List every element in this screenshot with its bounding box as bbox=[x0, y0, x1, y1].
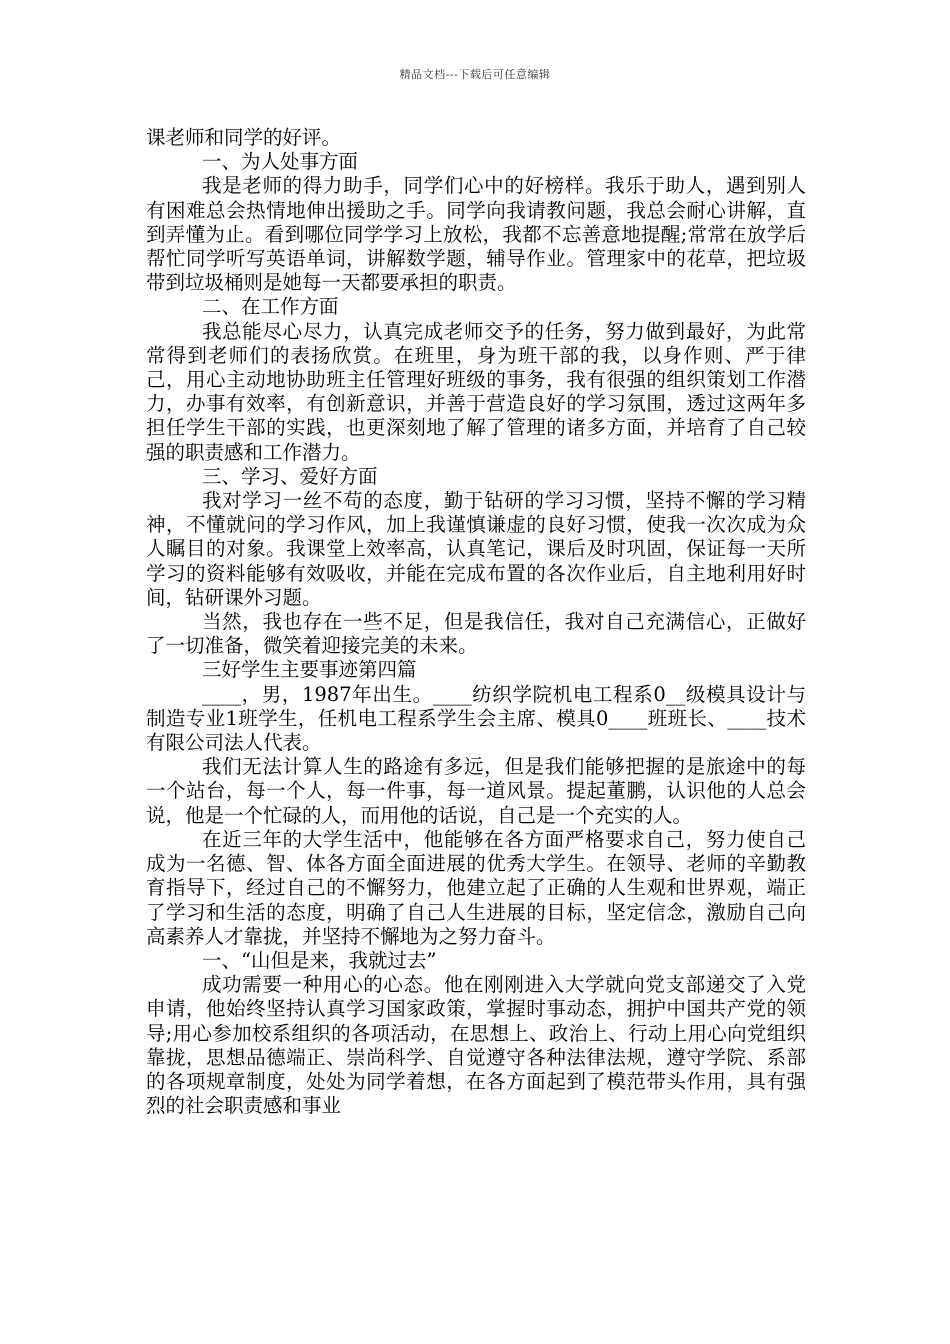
section-heading-3: 三、学习、爱好方面 bbox=[202, 464, 378, 488]
paragraph-2: 我是老师的得力助手，同学们心中的好榜样。我乐于助人，遇到别人有困难总会热情地伸出援助之手。同学向我请教问题，我总会耐心讲解，直到弄懂为止。看到哪位同学学习上放松，我都不忘善意地提醒;常常在放学后帮忙同学听写英语单词，讲解数学题，辅导作业。管理家中的花草，把垃圾带到垃圾桶则是她每一天都要承担的职责。 bbox=[146, 174, 806, 295]
section-heading-4: 一、“山但是来，我就过去” bbox=[202, 948, 437, 972]
paragraph-4: 我对学习一丝不苟的态度，勤于钻研的学习习惯，坚持不懈的学习精神，不懂就问的学习作风，加上我谨慎谦虚的良好习惯，使我一次次成为众人瞩目的对象。我课堂上效率高，认真笔记，课后及时巩固，保证每一天所学习的资料能够有效吸收，并能在完成布置的各次作业后，自主地利用好时间，钻研课外习题。 bbox=[146, 489, 806, 609]
section-heading-2: 二、在工作方面 bbox=[202, 295, 339, 319]
paragraph-9: 成功需要一种用心的心态。他在刚刚进入大学就向党支部递交了入党申请，他始终坚持认真学习国家政策，掌握时事动态，拥护中国共产党的领导;用心参加校系组织的各项活动，在思想上、政治上、行动上用心向党组织靠拢，思想品德端正、崇尚科学、自觉遵守各种法律法规，遵守学院、系部的各项规章制度，处处为同学着想，在各方面起到了模范带头作用，具有强烈的社会职责感和事业 bbox=[146, 973, 806, 1118]
paragraph-7: 我们无法计算人生的路途有多远，但是我们能够把握的是旅途中的每一个站台，每一个人，每一件事，每一道风景。提起董鹏，认识他的人总会说，他是一个忙碌的人，而用他的话说，自己是一个充实的人。 bbox=[146, 755, 806, 827]
article-title: 三好学生主要事迹第四篇 bbox=[202, 658, 417, 682]
page-header: 精品文档---下载后可任意编辑 bbox=[399, 68, 551, 81]
section-heading-1: 一、为人处事方面 bbox=[202, 150, 359, 174]
paragraph-1: 课老师和同学的好评。 bbox=[146, 126, 342, 149]
paragraph-5: 当然，我也存在一些不足，但是我信任，我对自己充满信心，正做好了一切准备，微笑着迎接完美的未来。 bbox=[146, 610, 806, 658]
paragraph-3: 我总能尽心尽力，认真完成老师交予的任务，努力做到最好，为此常常得到老师们的表扬欣赏。在班里，身为班干部的我，以身作则、严于律己，用心主动地协助班主任管理好班级的事务，我有很强的组织策划工作潜力，办事有效率，有创新意识，并善于营造良好的学习氛围，透过这两年多担任学生干部的实践，也更深刻地了解了管理的诸多方面，并培育了自己较强的职责感和工作潜力。 bbox=[146, 319, 806, 464]
paragraph-6: ____，男，1987年出生。____纺织学院机电工程系0__级模具设计与制造专业1班学生，任机电工程系学生会主席、模具0____班班长、____技术有限公司法人代表。 bbox=[146, 682, 806, 755]
paragraph-8: 在近三年的大学生活中，他能够在各方面严格要求自己，努力使自己成为一名德、智、体各方面全面进展的优秀大学生。在领导、老师的辛勤教育指导下，经过自己的不懈努力，他建立起了正确的人生观和世界观，端正了学习和生活的态度，明确了自己人生进展的目标，坚定信念，激励自己向高素养人才靠拢，并坚持不懈地为之努力奋斗。 bbox=[146, 827, 806, 948]
document-body bbox=[146, 126, 806, 1118]
